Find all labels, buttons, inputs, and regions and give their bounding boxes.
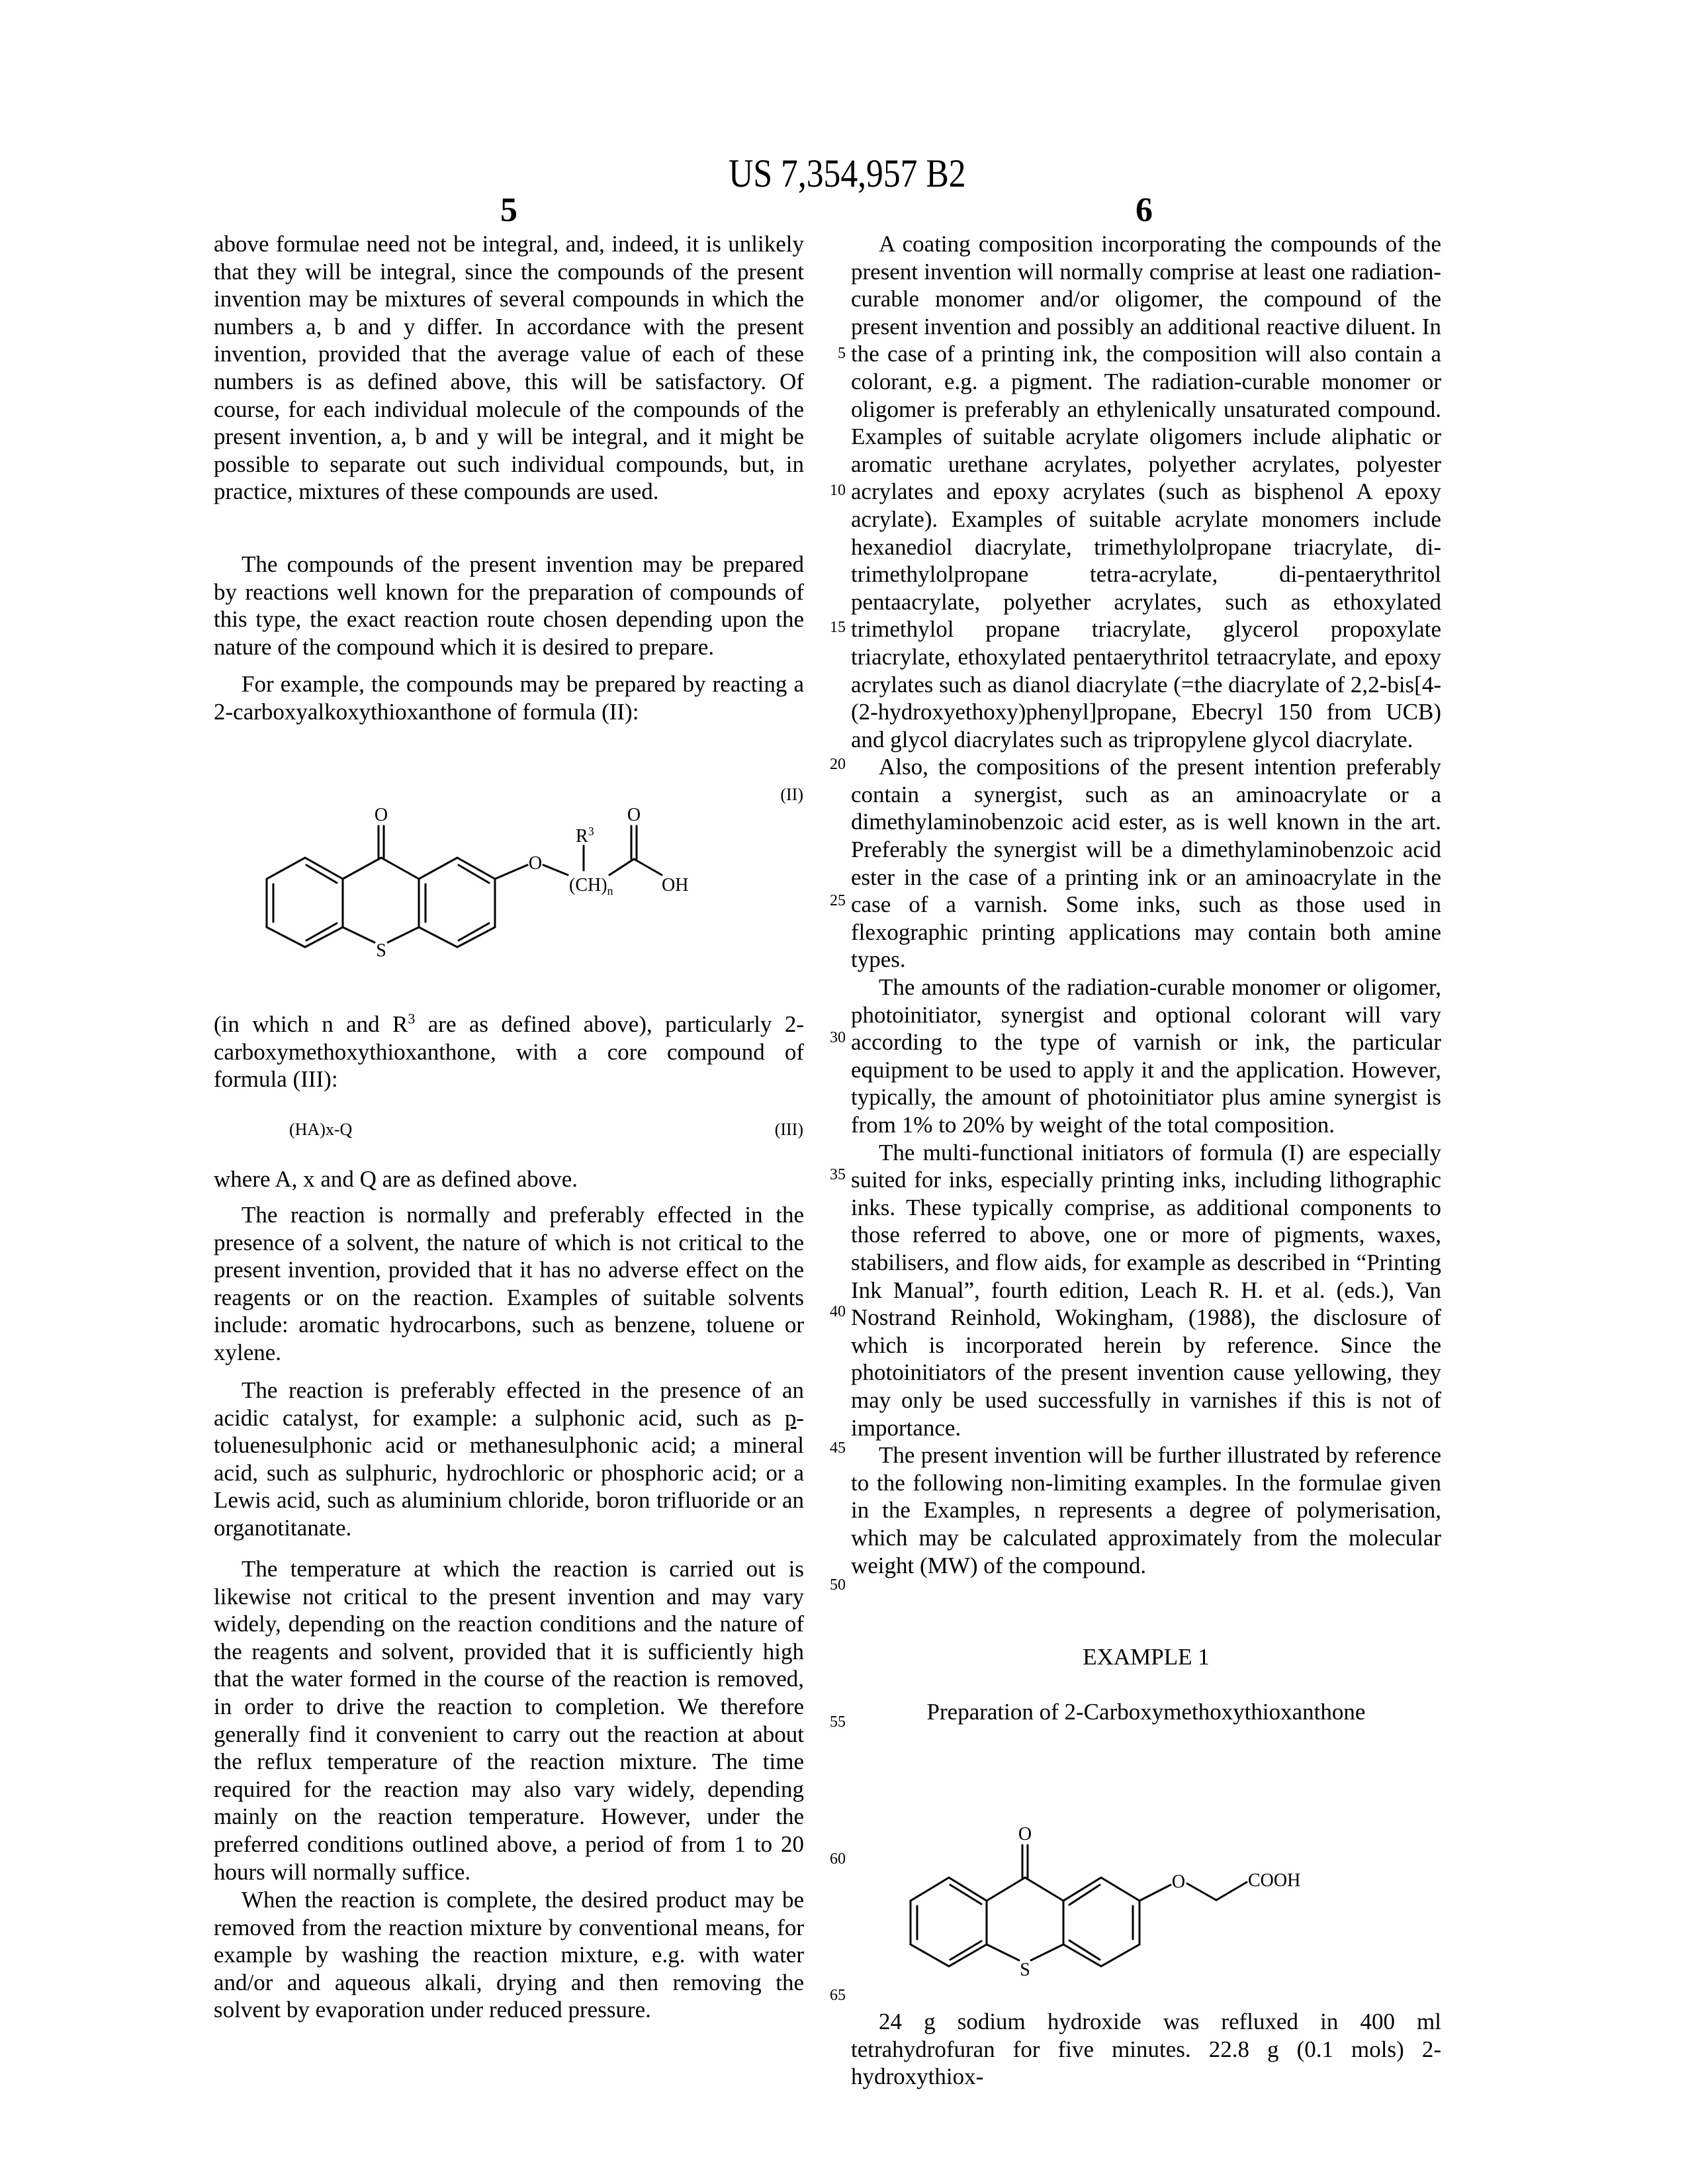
left-paragraph-3: For example, the compounds may be prepared by reacting a 2-carboxyalkoxythioxanthone of formula (II): xyxy=(214,670,804,725)
right-paragraph-2: Also, the compositions of the present intention preferably contain a synergist, such as an aminoacrylate or a dimethylaminobenzoic acid ester, as is well known in the art. Preferably the synergist will be a dimethylaminobenzoic acid ester in the case of a printing ink or an aminoacrylate in the case of a varnish. Some inks, such as those used in flexographic printing applications may contain both amine types. xyxy=(851,753,1441,974)
text: (in which n and R xyxy=(214,1011,408,1037)
atom-label-keto-oxygen: O xyxy=(375,805,388,825)
left-paragraph-6: The reaction is normally and preferably effected in the presence of a solvent, the nature of which is not critical to the present invention, provided that it has no adverse effect on the reagents or on the reaction. Examples of suitable solvents include: aromatic hydrocarbons, such as benzene, toluene or xylene. xyxy=(214,1201,804,1367)
atom-label-sulfur: S xyxy=(376,940,386,961)
example-subtitle: Preparation of 2-Carboxymethoxythioxanthone xyxy=(851,1698,1441,1726)
line-number: 5 xyxy=(806,343,846,363)
text: are as defined above), particularly 2-carboxymethoxythioxanthone, with a core compound of formula (III): xyxy=(214,1011,804,1092)
line-number: 50 xyxy=(806,1575,846,1595)
substituent-r: R3 xyxy=(576,825,594,846)
text: p xyxy=(785,1405,797,1431)
ch-group: (CH)n xyxy=(569,875,613,897)
right-paragraph-3: The amounts of the radiation-curable monomer or oligomer, photoinitiator, synergist and optional colorant will vary according to the type of varnish or ink, the particular equipment to be used to apply it and the application. However, typically, the amount of photoinitiator plus amine synergist is from 1% to 20% by weight of the total composition. xyxy=(851,974,1441,1139)
right-paragraph-6: 24 g sodium hydroxide was refluxed in 400 ml tetrahydrofuran for five minutes. 22.8 g (0.1 mols) 2-hydroxythiox- xyxy=(851,2008,1441,2091)
left-paragraph-2: The compounds of the present invention may be prepared by reactions well known for the preparation of compounds of this type, the exact reaction route chosen depending upon the nature of the compound which it is desired to prepare. xyxy=(214,551,804,660)
line-number: 15 xyxy=(806,617,846,637)
right-column-text xyxy=(851,230,1441,1579)
text: The reaction is preferably effected in the presence of an acidic catalyst, for example: a sulphonic acid, such as xyxy=(214,1377,804,1431)
atom-label-keto-oxygen: O xyxy=(1018,1824,1032,1844)
line-number: 20 xyxy=(806,754,846,774)
line-number: 30 xyxy=(806,1028,846,1048)
atom-label-hydroxyl: OH xyxy=(662,875,688,895)
atom-label-ether-oxygen: O xyxy=(529,853,542,874)
formula-3-expression: (HA)x-Q xyxy=(289,1120,352,1140)
atom-label-sulfur: S xyxy=(1020,1960,1030,1980)
superscript: 3 xyxy=(408,1010,415,1026)
right-paragraph-1: A coating composition incorporating the compounds of the present invention will normally comprise at least one radiation-curable monomer and/or oligomer, the compound of the present invention and possibly an additional reactive diluent. In the case of a printing ink, the composition will also contain a colorant, e.g. a pigment. The radiation-curable monomer or oligomer is preferably an ethylenically unsaturated compound. Examples of suitable acrylate oligomers include aliphatic or aromatic urethane acrylates, polyether acrylates, polyester acrylates and epoxy acrylates (such as bisphenol A epoxy acrylate). Examples of suitable acrylate monomers include hexanediol diacrylate, trimethylolpropane triacrylate, di-trimethylolpropane tetra-acrylate, di-pentaerythritol pentaacrylate, polyether acrylates, such as ethoxylated trimethylol propane triacrylate, glycerol propoxylate triacrylate, ethoxylated pentaerythritol tetraacrylate, and epoxy acrylates such as dianol diacrylate (=the diacrylate of 2,2-bis[4-(2-hydroxyethoxy)phenyl]propane, Ebecryl 150 from UCB) and glycol diacrylates such as tripropylene glycol diacrylate. xyxy=(851,230,1441,753)
example-title: EXAMPLE 1 xyxy=(851,1643,1441,1671)
left-paragraph-1: above formulae need not be integral, and, indeed, it is unlikely that they will be integral, since the compounds of the present invention may be mixtures of several compounds in which the numbers a, b and y differ. In accordance with the present invention, provided that the average value of each of these numbers is as defined above, this will be satisfactory. Of course, for each individual molecule of the compounds of the present invention, a, b and y will be integral, and it might be possible to separate out such individual compounds, but, in practice, mixtures of these compounds are used. xyxy=(214,230,804,506)
patent-number-header xyxy=(0,151,1694,196)
formula-2-structure xyxy=(199,761,827,993)
column-number-right: 6 xyxy=(1111,191,1177,230)
column-number-left: 5 xyxy=(476,191,542,230)
example-1-structure xyxy=(860,1787,1456,1985)
patent-number: US 7,354,957 B2 xyxy=(729,151,965,196)
line-number: 25 xyxy=(806,891,846,911)
line-number: 35 xyxy=(806,1165,846,1185)
line-number: 55 xyxy=(806,1712,846,1732)
line-number: 45 xyxy=(806,1438,846,1458)
right-paragraph-4: The multi-functional initiators of formula (I) are especially suited for inks, especially printing inks, including lithographic inks. These typically comprise, as additional components to those referred to above, one or more of pigments, waxes, stabilisers, and flow aids, for example as described in “Printing Ink Manual”, fourth edition, Leach R. H. et al. (eds.), Van Nostrand Reinhold, Wokingham, (1988), the disclosure of which is incorporated herein by reference. Since the photoinitiators of the present invention cause yellowing, they may only be used successfully in varnishes if this is not of importance. xyxy=(851,1139,1441,1442)
left-paragraph-9: When the reaction is complete, the desired product may be removed from the reaction mixture by conventional means, for example by washing the reaction mixture, e.g. with water and/or and aqueous alkali, drying and then removing the solvent by evaporation under reduced pressure. xyxy=(214,1886,804,2024)
atom-label-acid-oxygen: O xyxy=(627,805,641,825)
example-1-bonds xyxy=(911,1845,1247,1966)
line-number: 65 xyxy=(806,1985,846,2005)
formula-3-label: (III) xyxy=(737,1120,803,1140)
formula-2-label: (II) xyxy=(737,785,803,805)
carboxyl-group: COOH xyxy=(1248,1870,1300,1891)
line-number: 60 xyxy=(806,1849,846,1869)
left-paragraph-5: where A, x and Q are as defined above. xyxy=(214,1165,804,1193)
line-number: 40 xyxy=(806,1302,846,1322)
left-paragraph-7 xyxy=(214,1377,804,1542)
text: -toluenesulphonic acid or methanesulphonic acid; a mineral acid, such as sulphuric, hydrochloric or phosphoric acid; or a Lewis acid, such as aluminium chloride, boron trifluoride or an organotitanate. xyxy=(214,1405,804,1541)
line-number: 10 xyxy=(806,480,846,500)
right-paragraph-5: The present invention will be further illustrated by reference to the following non-limiting examples. In the formulae given in the Examples, n represents a degree of polymerisation, which may be calculated approximately from the molecular weight (MW) of the compound. xyxy=(851,1441,1441,1579)
left-paragraph-4 xyxy=(214,1011,804,1093)
left-paragraph-8: The temperature at which the reaction is carried out is likewise not critical to the present invention and may vary widely, depending on the reaction conditions and the nature of the reagents and solvent, provided that it is sufficiently high that the water formed in the course of the reaction is removed, in order to drive the reaction to completion. We therefore generally find it convenient to carry out the reaction at about the reflux temperature of the reaction mixture. The time required for the reaction may also vary widely, depending mainly on the reaction temperature. However, under the preferred conditions outlined above, a period of from 1 to 20 hours will normally suffice. xyxy=(214,1555,804,1886)
atom-label-ether-oxygen: O xyxy=(1172,1872,1185,1892)
